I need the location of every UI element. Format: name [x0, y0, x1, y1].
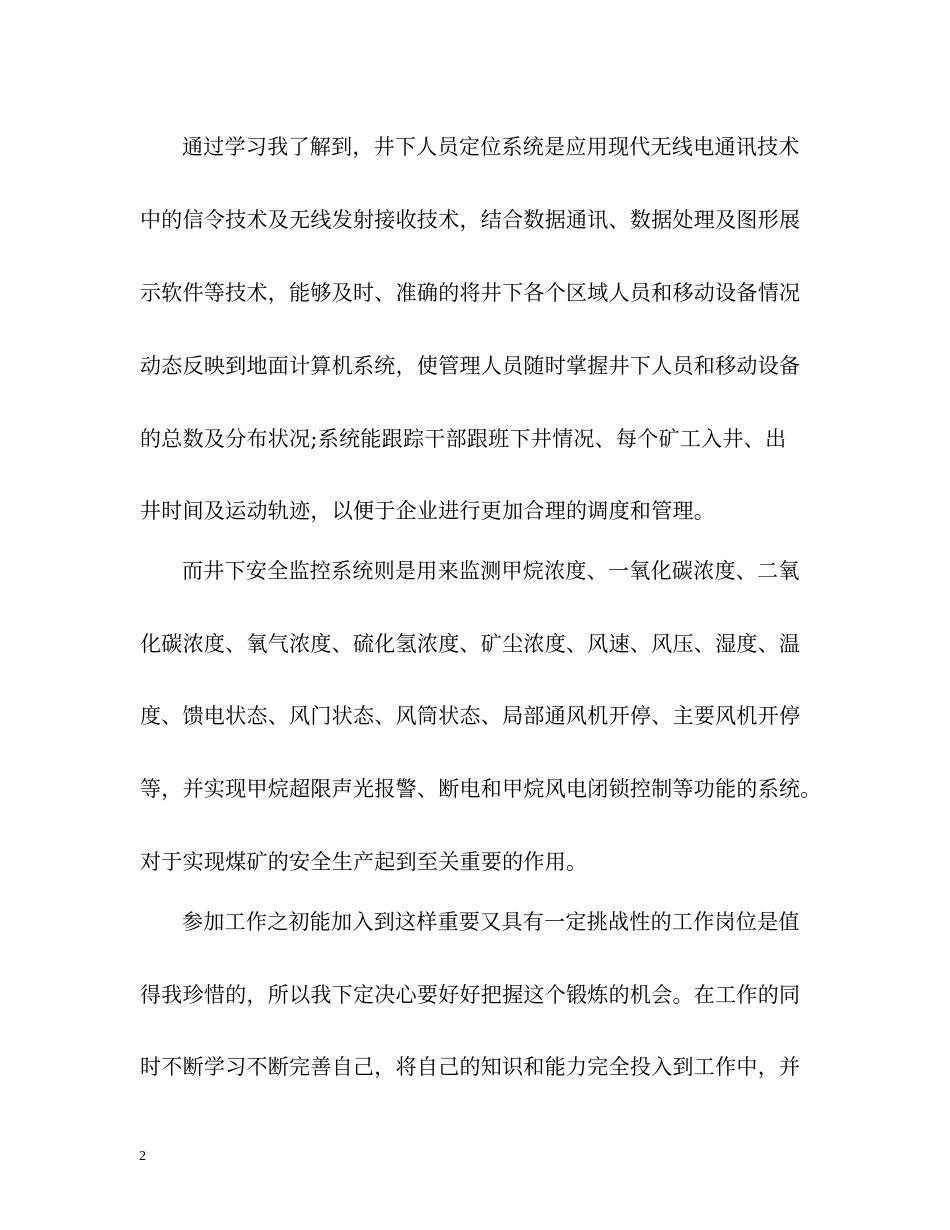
paragraph-1-line-2: 中的信令技术及无线发射接收技术，结合数据通讯、数据处理及图形展 [140, 208, 801, 232]
paragraph-3-line-1: 参加工作之初能加入到这样重要又具有一定挑战性的工作岗位是值 [182, 910, 800, 934]
paragraph-2-line-2: 化碳浓度、氧气浓度、硫化氢浓度、矿尘浓度、风速、风压、湿度、温 [140, 632, 801, 656]
paragraph-1-line-4: 动态反映到地面计算机系统，使管理人员随时掌握井下人员和移动设备 [140, 354, 801, 378]
page-number: 2 [139, 1149, 146, 1164]
paragraph-3-line-2: 得我珍惜的，所以我下定决心要好好把握这个锻炼的机会。在工作的同 [140, 983, 801, 1007]
paragraph-3-line-3: 时不断学习不断完善自己，将自己的知识和能力完全投入到工作中，并 [140, 1055, 801, 1079]
paragraph-2-line-3: 度、馈电状态、风门状态、风筒状态、局部通风机开停、主要风机开停 [140, 704, 801, 728]
paragraph-1-line-3: 示软件等技术，能够及时、准确的将井下各个区域人员和移动设备情况 [140, 281, 801, 305]
paragraph-1-line-1: 通过学习我了解到，井下人员定位系统是应用现代无线电通讯技术 [182, 135, 800, 159]
paragraph-2-line-1: 而井下安全监控系统则是用来监测甲烷浓度、一氧化碳浓度、二氧 [182, 559, 800, 583]
paragraph-2-line-4: 等，并实现甲烷超限声光报警、断电和甲烷风电闭锁控制等功能的系统。 [140, 777, 822, 801]
paragraph-1-line-6: 井时间及运动轨迹，以便于企业进行更加合理的调度和管理。 [140, 499, 716, 523]
paragraph-2-line-5: 对于实现煤矿的安全生产起到至关重要的作用。 [140, 850, 588, 874]
paragraph-1-line-5: 的总数及分布状况;系统能跟踪干部跟班下井情况、每个矿工入井、出 [140, 427, 787, 451]
